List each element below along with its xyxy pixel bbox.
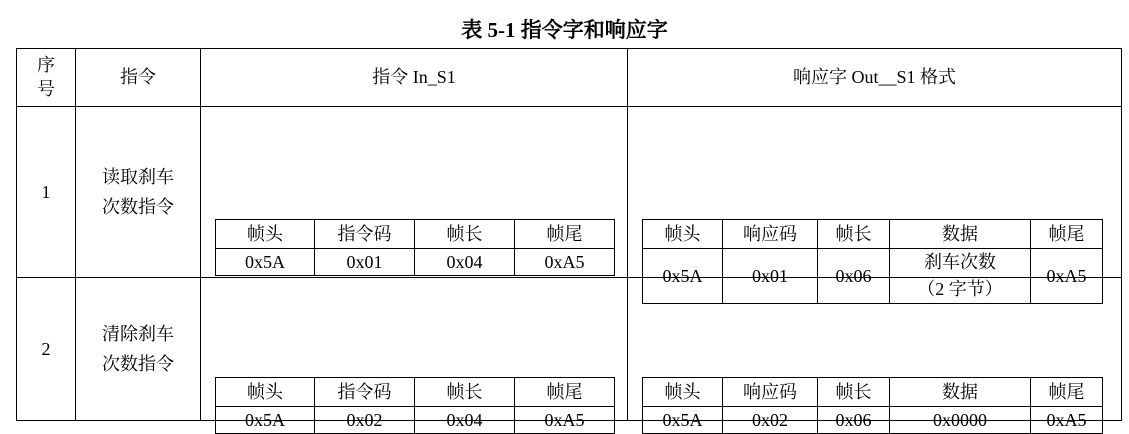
out-header-cell: 响应码 bbox=[723, 220, 818, 249]
out-header-cell: 帧头 bbox=[643, 220, 723, 249]
out-header-cell: 帧头 bbox=[643, 378, 723, 407]
in-header-cell: 帧尾 bbox=[515, 378, 615, 407]
out-frame-table bbox=[642, 219, 1103, 304]
out-value-cell: 0x02 bbox=[723, 407, 818, 434]
in-header-cell: 帧头 bbox=[216, 378, 315, 407]
in-header-cell: 帧头 bbox=[216, 220, 315, 249]
out-value-cell: 刹车次数（2 字节） bbox=[890, 249, 1031, 304]
in-value-cell: 0xA5 bbox=[515, 249, 615, 276]
in-value-cell: 0x5A bbox=[216, 249, 315, 276]
row-seq: 1 bbox=[17, 107, 76, 278]
header-seq: 序号 bbox=[17, 49, 76, 107]
out-frame-table bbox=[642, 377, 1103, 434]
in-cell bbox=[201, 107, 628, 278]
header-row bbox=[17, 49, 1122, 107]
out-value-cell: 0xA5 bbox=[1031, 407, 1103, 434]
out-header-cell: 帧尾 bbox=[1031, 378, 1103, 407]
header-out: 响应字 Out__S1 格式 bbox=[628, 49, 1122, 107]
out-value-cell: 0x0000 bbox=[890, 407, 1031, 434]
out-header-cell: 帧长 bbox=[818, 220, 890, 249]
row-cmd: 读取刹车次数指令 bbox=[76, 107, 201, 278]
out-value-cell: 0x5A bbox=[643, 407, 723, 434]
in-value-cell: 0x01 bbox=[315, 249, 415, 276]
command-response-table bbox=[16, 48, 1122, 430]
header-in: 指令 In_S1 bbox=[201, 49, 628, 107]
in-header-cell: 帧长 bbox=[415, 378, 515, 407]
header-cmd: 指令 bbox=[76, 49, 201, 107]
table-row bbox=[17, 107, 1122, 278]
out-header-cell: 响应码 bbox=[723, 378, 818, 407]
in-frame-table bbox=[215, 219, 615, 276]
out-value-cell: 0x06 bbox=[818, 407, 890, 434]
in-value-cell: 0xA5 bbox=[515, 407, 615, 434]
out-value-cell: 0x01 bbox=[723, 249, 818, 304]
row-cmd: 清除刹车次数指令 bbox=[76, 278, 201, 421]
in-value-cell: 0x04 bbox=[415, 407, 515, 434]
in-frame-table bbox=[215, 377, 615, 434]
out-header-cell: 帧长 bbox=[818, 378, 890, 407]
out-cell bbox=[628, 107, 1122, 299]
out-value-cell: 0x5A bbox=[643, 249, 723, 304]
in-header-cell: 指令码 bbox=[315, 220, 415, 249]
out-header-cell: 帧尾 bbox=[1031, 220, 1103, 249]
out-value-cell: 0xA5 bbox=[1031, 249, 1103, 304]
in-header-cell: 帧尾 bbox=[515, 220, 615, 249]
in-value-cell: 0x5A bbox=[216, 407, 315, 434]
in-cell bbox=[201, 278, 628, 430]
in-header-cell: 指令码 bbox=[315, 378, 415, 407]
in-value-cell: 0x04 bbox=[415, 249, 515, 276]
table-caption: 表 5-1 指令字和响应字 bbox=[461, 18, 668, 42]
out-header-cell: 数据 bbox=[890, 220, 1031, 249]
in-header-cell: 帧长 bbox=[415, 220, 515, 249]
in-value-cell: 0x02 bbox=[315, 407, 415, 434]
row-seq: 2 bbox=[17, 278, 76, 421]
out-header-cell: 数据 bbox=[890, 378, 1031, 407]
out-value-cell: 0x06 bbox=[818, 249, 890, 304]
